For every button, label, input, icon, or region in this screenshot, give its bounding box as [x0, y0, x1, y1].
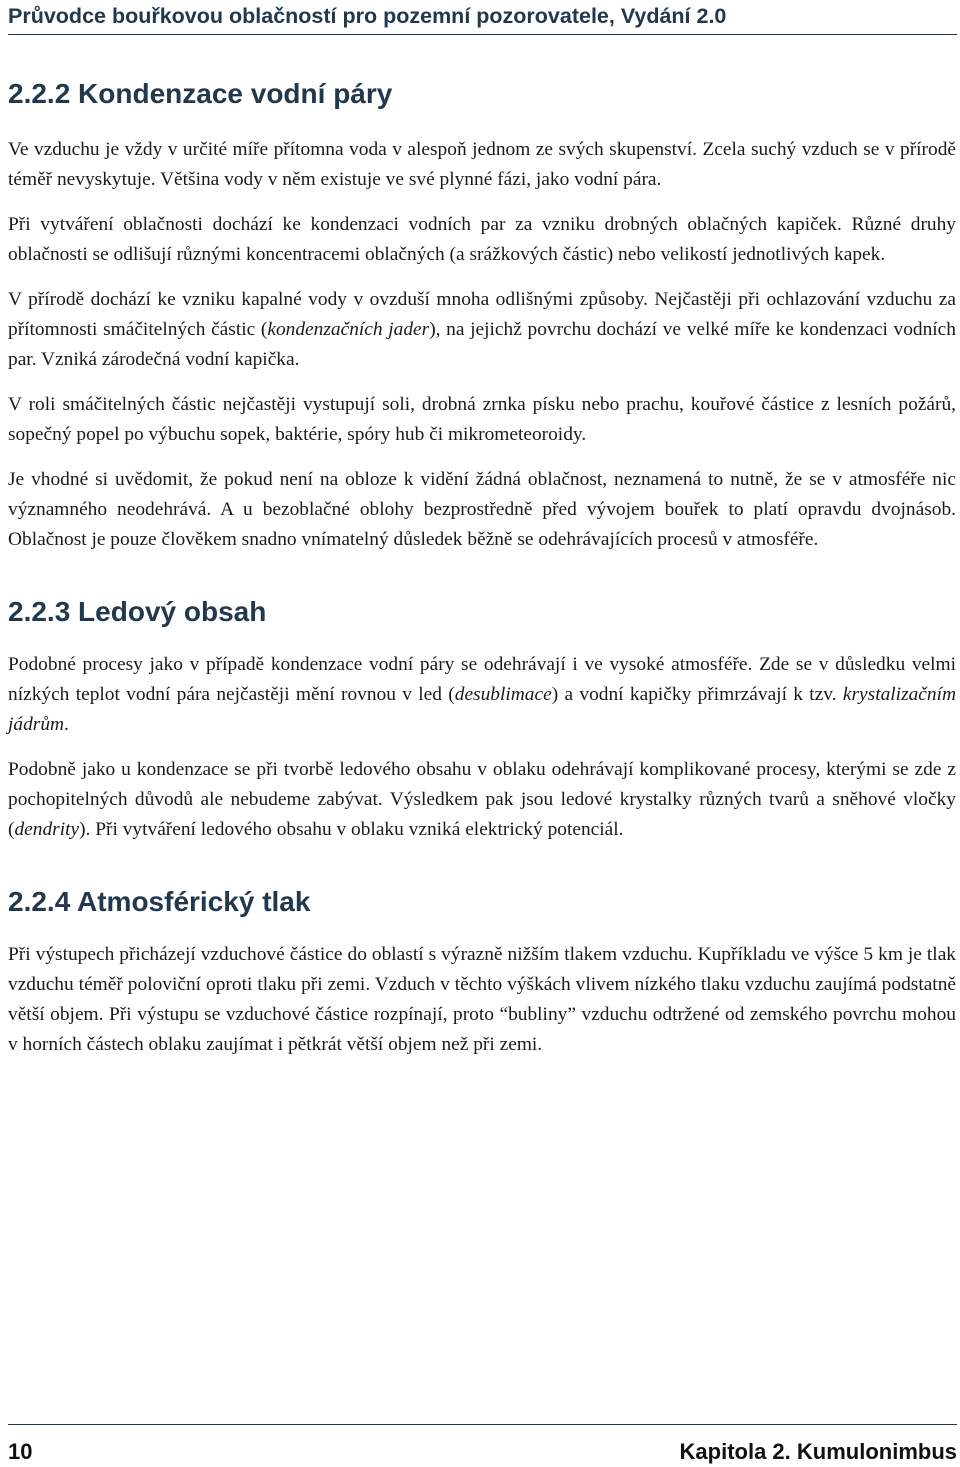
paragraph-text: ). Při vytváření ledového obsahu v oblaku vzniká elektrický potenciál.: [79, 819, 624, 840]
page-footer: [8, 1424, 957, 1464]
paragraph: [8, 650, 956, 740]
paragraph-text: Při výstupech přicházejí vzduchové částice do oblastí s výrazně nižším tlakem vzduchu. Kupříkladu ve výšce 5 km je tlak vzduchu téměř poloviční oproti tlaku při zemi. Vzduch v těchto výškách vlivem nízkého tlaku vzduchu zaujímá podstatně větší objem. Při výstupu se vzduchové částice rozpínají, proto “bubliny” vzduchu odtržené od zemského povrchu mohou v horních částech oblaku zaujímat i pětkrát větší objem než při zemi.: [8, 944, 956, 1055]
section-heading: 2.2.4 Atmosférický tlak: [8, 886, 311, 917]
chapter-title: Kapitola 2. Kumulonimbus: [679, 1439, 957, 1464]
emphasis-term: desublimace: [454, 684, 552, 705]
header-divider: [8, 34, 957, 35]
emphasis-term: dendrity: [14, 819, 80, 840]
emphasis-term: krystalizačním jádrům: [8, 684, 957, 735]
section-kondenzace: [8, 70, 956, 555]
paragraph-text: V roli smáčitelných částic nejčastěji vystupují soli, drobná zrnka písku nebo prachu, kouřové částice z lesních požárů, sopečný popel po výbuchu sopek, baktérie, spóry hub či mikrometeoroidy.: [8, 394, 956, 445]
emphasis-term: kondenzačních jader: [267, 319, 430, 340]
document-body: [8, 70, 956, 1060]
section-heading: 2.2.2 Kondenzace vodní páry: [8, 78, 393, 109]
paragraph-text: ) a vodní kapičky přimrzávají k tzv.: [551, 684, 843, 705]
paragraph-text: Při vytváření oblačnosti dochází ke kondenzaci vodních par za vzniku drobných oblačných kapiček. Různé druhy oblačnosti se odlišují různými koncentracemi oblačných (a srážkových částic) nebo velikostí jednotlivých kapek.: [8, 214, 956, 265]
paragraph: [8, 390, 956, 450]
paragraph: [8, 135, 956, 195]
paragraph-text: V přírodě dochází ke vzniku kapalné vody v ovzduší mnoha odlišnými způsoby. Nejčastěji při ochlazování vzduchu za přítomnosti smáčitelných částic (: [8, 289, 956, 340]
paragraph-text: Ve vzduchu je vždy v určité míře přítomna voda v alespoň jednom ze svých skupenství. Zcela suchý vzduch se v přírodě téměř nevyskytuje. Většina vody v něm existuje ve své plynné fázi, jako vodní pára.: [8, 139, 956, 190]
page-number: 10: [8, 1439, 33, 1464]
paragraph-text: Podobné procesy jako v případě kondenzace vodní páry se odehrávají i ve vysoké atmosféře. Zde se v důsledku velmi nízkých teplot vodní pára nejčastěji mění rovnou v led (: [8, 654, 956, 705]
paragraph-text: Je vhodné si uvědomit, že pokud není na obloze k vidění žádná oblačnost, neznamená to nutně, že se v atmosféře nic významného neodehrává. A u bezoblačné oblohy bezprostředně před vývojem bouřek to platí opravdu dvojnásob. Oblačnost je pouze člověkem snadno vnímatelný důsledek běžně se odehrávajících procesů v atmosféře.: [8, 469, 956, 550]
paragraph-text: .: [64, 714, 69, 735]
paragraph-text: Podobně jako u kondenzace se při tvorbě ledového obsahu v oblaku odehrávají komplikované procesy, kterými se zde z pochopitelných důvodů ale nebudeme zabývat. Výsledkem pak jsou ledové krystalky různých tvarů a sněhové vločky (: [8, 759, 956, 840]
paragraph-text: ), na jejichž povrchu dochází ve velké míře ke kondenzaci vodních par. Vzniká zárodečná vodní kapička.: [8, 319, 956, 370]
paragraph: [8, 285, 956, 375]
paragraph: [8, 210, 956, 270]
section-atmosfericky-tlak: [8, 878, 956, 1060]
paragraph: [8, 940, 956, 1060]
section-ledovy-obsah: [8, 588, 956, 845]
page-header-title: Průvodce bouřkovou oblačností pro pozemní pozorovatele, Vydání 2.0: [8, 4, 727, 28]
section-heading: 2.2.3 Ledový obsah: [8, 596, 267, 627]
paragraph: [8, 755, 956, 845]
paragraph: [8, 465, 956, 555]
